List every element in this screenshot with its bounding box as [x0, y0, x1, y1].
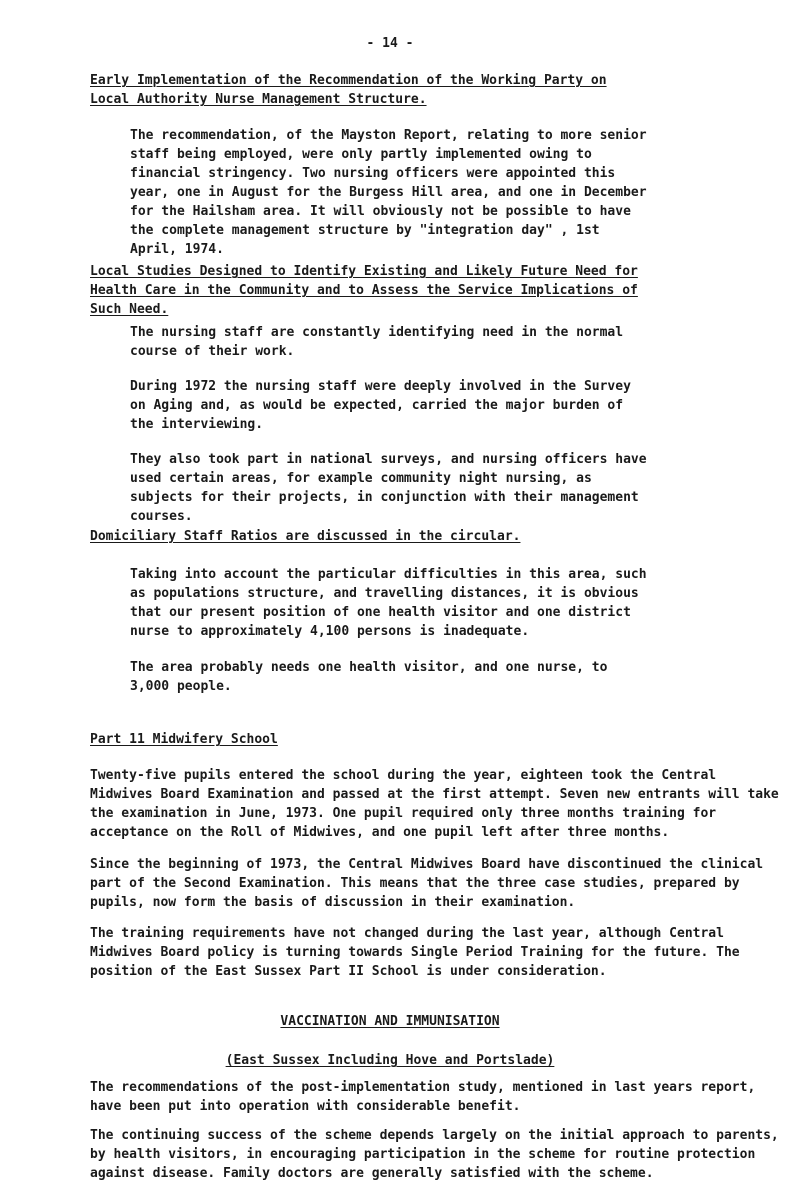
page-number: - 14 -	[366, 36, 414, 51]
paragraph-identifying-need: The nursing staff are constantly identifying need in the normal course of their work.	[130, 325, 624, 359]
heading-domiciliary-staff: Domiciliary Staff Ratios are discussed in the circular.	[90, 529, 521, 544]
paragraph-pupils-entered: Twenty-five pupils entered the school during the year, eighteen took the Central Midwives Board Examination and passed at the first attempt. Seven new entrants will take the examination in June, 1973. One pupil required only three months training for acceptance on the Roll of Midwives, and one pupil left after three months.	[90, 768, 779, 840]
paragraph-mayston-report: The recommendation, of the Mayston Report, relating to more senior staff being employed, were only partly implemented owing to financial stringency. Two nursing officers were appointed this year, one in August for the Burgess Hill area, and one in December for the Hailsham area. It will obviously not be possible to have the complete management structure by "integration day" , 1st April, 1974.	[130, 128, 647, 257]
paragraph-clinical-part: Since the beginning of 1973, the Central Midwives Board have discontinued the clinical part of the Second Examination. This means that the three case studies, prepared by pupils, now form the basis of discussion in their examination.	[90, 857, 764, 910]
heading-midwifery-school: Part 11 Midwifery School	[90, 732, 278, 747]
paragraph-area-needs: The area probably needs one health visitor, and one nurse, to 3,000 people.	[130, 660, 608, 694]
paragraph-continuing-success: The continuing success of the scheme depends largely on the initial approach to parents, by health visitors, in encouraging participation in the scheme for routine protection against disease. Family doctors are generally satisfied with the scheme.	[90, 1128, 779, 1181]
heading-early-implementation: Early Implementation of the Recommendation of the Working Party on Local Authority Nurse Management Structure.	[90, 73, 607, 107]
paragraph-training-requirements: The training requirements have not changed during the last year, although Central Midwives Board policy is turning towards Single Period Training for the future. The position of the East Sussex Part II School is under consideration.	[90, 926, 740, 979]
paragraph-survey-on-aging: During 1972 the nursing staff were deeply involved in the Survey on Aging and, as would be expected, carried the major burden of the interviewing.	[130, 379, 631, 432]
paragraph-particular-difficulties: Taking into account the particular difficulties in this area, such as populations structure, and travelling distances, it is obvious that our present position of one health visitor and one district nurse to approximately 4,100 persons is inadequate.	[130, 567, 647, 639]
subheading-east-sussex: (East Sussex Including Hove and Portslade)	[225, 1053, 555, 1068]
paragraph-recommendations: The recommendations of the post-implementation study, mentioned in last years report, have been put into operation with considerable benefit.	[90, 1080, 756, 1114]
paragraph-national-surveys: They also took part in national surveys, and nursing officers have used certain areas, for example community night nursing, as subjects for their projects, in conjunction with their management courses.	[130, 452, 647, 524]
heading-vaccination: VACCINATION AND IMMUNISATION	[280, 1014, 500, 1029]
heading-local-studies: Local Studies Designed to Identify Existing and Likely Future Need for Health Care in the Community and to Assess the Service Implications of Such Need.	[90, 264, 638, 317]
